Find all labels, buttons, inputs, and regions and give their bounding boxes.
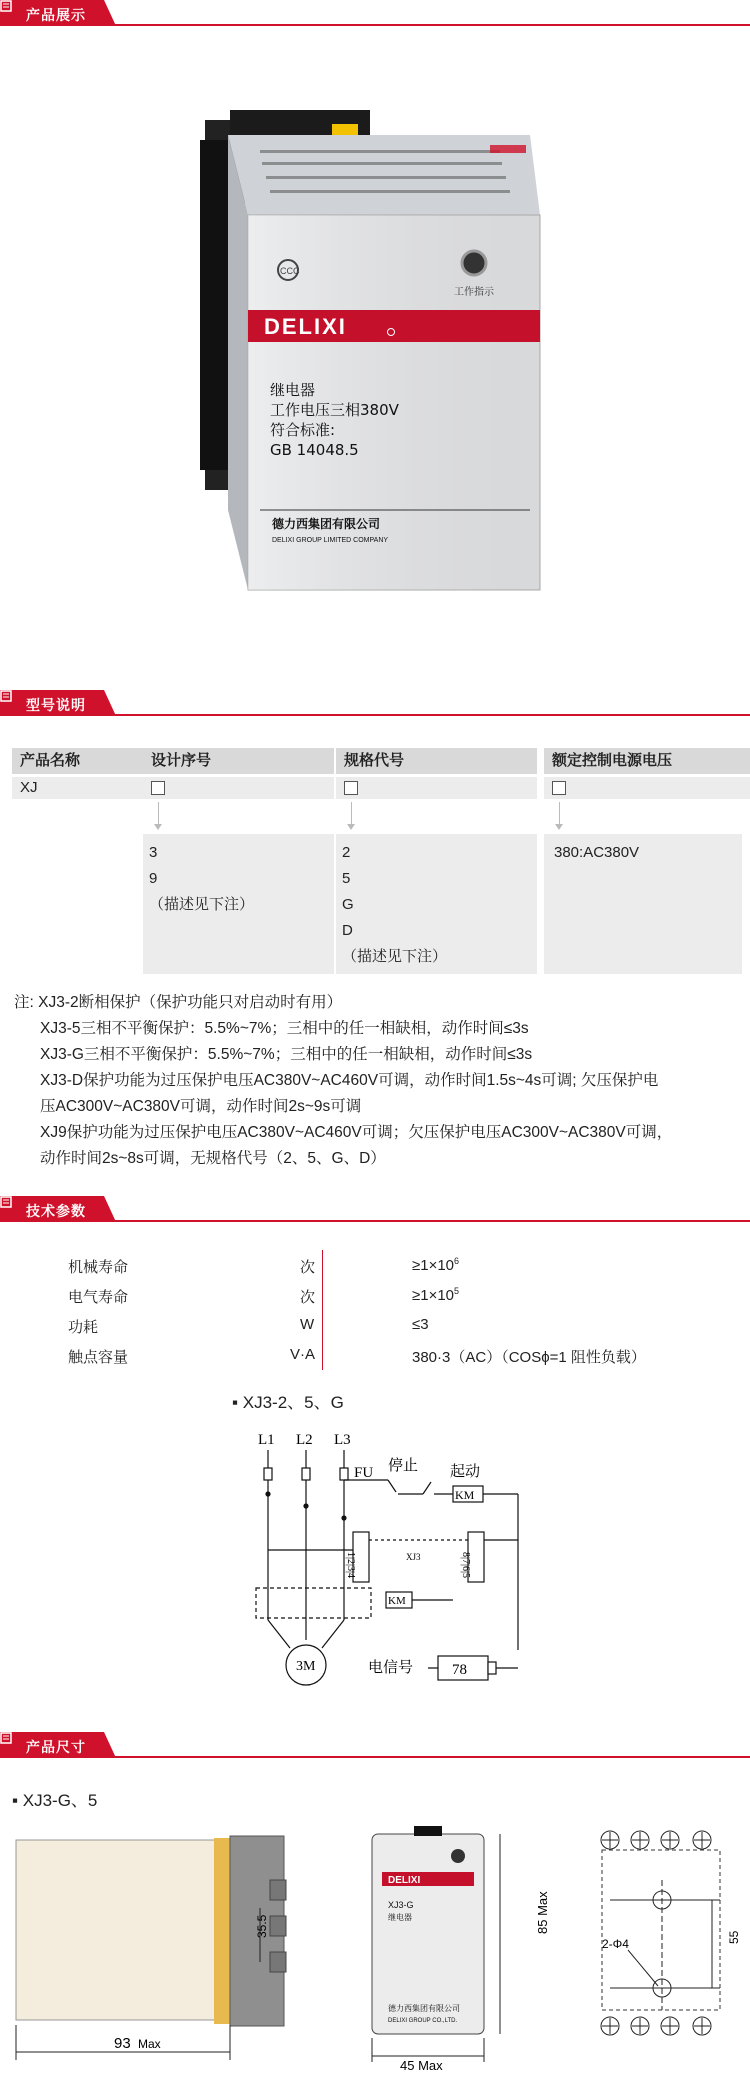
- dimensions-title: ▪ XJ3-G、5: [12, 1791, 98, 1810]
- arrow-down-icon: [351, 802, 352, 824]
- document-icon: [0, 690, 12, 702]
- brand-logo: DELIXI: [264, 314, 347, 339]
- spec-value: G: [342, 896, 354, 913]
- section-title: 型号说明: [26, 697, 86, 713]
- section-header-params: [0, 1196, 750, 1222]
- rail-height-value: 35.5: [255, 1914, 269, 1938]
- hole-diameter-label: 2-Φ4: [602, 1937, 629, 1951]
- design-placeholder: [143, 777, 334, 799]
- phase-label: L3: [334, 1432, 351, 1448]
- photo-text-3: 符合标准:: [270, 421, 336, 439]
- param-value: $\ge 1\times 10^5$: [412, 1286, 460, 1304]
- photo-text-2: 工作电压三相380V: [270, 401, 399, 419]
- section-tab: [0, 690, 116, 716]
- voltage-values-cell: [544, 834, 742, 974]
- relay-right-terminals: 8|7|6|5: [460, 1552, 471, 1579]
- voltage-placeholder: [544, 777, 750, 799]
- note-line: XJ3-G三相不平衡保护：5.5%~7%；三相中的任一相缺相，动作时间≤3s: [40, 1046, 533, 1063]
- param-name: 功耗: [68, 1319, 99, 1336]
- side-view-drawing: [14, 1820, 294, 2070]
- side-length-unit: Max: [138, 2037, 161, 2051]
- relay-left-terminals: 1|2|3|4: [345, 1552, 356, 1579]
- wiring-title: ▪ XJ3-2、5、G: [232, 1393, 344, 1412]
- document-icon: [0, 1196, 12, 1208]
- start-label: 起动: [450, 1462, 481, 1480]
- front-view-drawing: [360, 1826, 550, 2073]
- document-icon: [0, 1732, 12, 1744]
- params-divider: [322, 1250, 323, 1370]
- front-brand: DELIXI: [388, 1875, 421, 1886]
- section-tab: [0, 0, 116, 26]
- spec-value: 2: [342, 844, 351, 861]
- front-company-en: DELIXI GROUP CO.,LTD.: [388, 2018, 458, 2024]
- product-name-value: XJ: [12, 777, 143, 799]
- placeholder-box-icon: [151, 781, 165, 795]
- note-line: XJ3-D保护功能为过压保护电压AC380V~AC460V可调，动作时间1.5s~4s可调; 欠压保护电: [40, 1072, 659, 1089]
- photo-text-1: 继电器: [270, 381, 316, 399]
- section-header-model: [0, 690, 750, 716]
- phase-label: L2: [296, 1432, 313, 1448]
- phase-label: L1: [258, 1432, 275, 1448]
- section-tab: [0, 1196, 116, 1222]
- relay-label: XJ3: [406, 1552, 421, 1562]
- note-line: 动作时间2s~8s可调，无规格代号（2、5、G、D）: [40, 1150, 386, 1167]
- param-value: 380·3（AC）（COSϕ=1 阻性负载）: [412, 1349, 646, 1366]
- param-value: $\ge 1\times 10^6$: [412, 1256, 460, 1274]
- stop-label: 停止: [388, 1456, 419, 1474]
- header-product-name: 产品名称: [12, 748, 143, 774]
- signal-label: 电信号: [368, 1658, 414, 1676]
- fuse-label: FU: [354, 1465, 374, 1481]
- param-name: 触点容量: [68, 1349, 129, 1366]
- section-title: 产品展示: [26, 7, 86, 23]
- section-header-size: [0, 1732, 750, 1758]
- header-rated-voltage: 额定控制电源电压: [544, 748, 750, 774]
- section-tab: [0, 1732, 116, 1758]
- front-company: 德力西集团有限公司: [388, 2004, 460, 2013]
- indicator-lamp-icon: [462, 251, 486, 275]
- front-width: 45 Max: [400, 2058, 443, 2073]
- spec-values-cell: [336, 834, 537, 974]
- note-line: XJ9保护功能为过压保护电压AC380V~AC460V可调；欠压保护电压AC300V~AC380V可调，: [40, 1124, 673, 1141]
- document-icon: [0, 0, 12, 12]
- header-spec-code: 规格代号: [336, 748, 537, 774]
- header-design-number: 设计序号: [143, 748, 334, 774]
- motor-label: 3M: [296, 1659, 316, 1674]
- photo-company-cn: 德力西集团有限公司: [272, 517, 381, 531]
- note-line: 注: XJ3-2断相保护（保护功能只对启动时有用）: [14, 994, 343, 1011]
- spec-value-note: （描述见下注）: [342, 948, 448, 965]
- model-notes: [14, 990, 744, 1172]
- design-value: 9: [149, 870, 158, 887]
- spec-placeholder: [336, 777, 537, 799]
- param-name: 电气寿命: [68, 1289, 129, 1306]
- design-values-cell: [143, 834, 334, 974]
- note-line: 压AC300V~AC380V可调，动作时间2s~9s可调: [40, 1098, 362, 1115]
- placeholder-box-icon: [552, 781, 566, 795]
- front-model: XJ3-G: [388, 1900, 414, 1910]
- note-line: XJ3-5三相不平衡保护：5.5%~7%；三相中的任一相缺相，动作时间≤3s: [40, 1020, 529, 1037]
- signal-terminals: 78: [452, 1662, 467, 1678]
- voltage-value: 380:AC380V: [554, 844, 640, 861]
- contactor-label: KM: [388, 1595, 406, 1607]
- section-title: 技术参数: [26, 1203, 86, 1219]
- spec-value: 5: [342, 870, 351, 887]
- param-value: ≤3: [412, 1316, 429, 1333]
- front-indicator-icon: [451, 1849, 465, 1863]
- param-name: 机械寿命: [68, 1259, 129, 1276]
- spec-value: D: [342, 922, 353, 939]
- design-value: 3: [149, 844, 158, 861]
- section-title: 产品尺寸: [26, 1739, 86, 1755]
- hole-spacing-label: 55: [727, 1930, 741, 1944]
- km-label: KM: [455, 1488, 475, 1502]
- param-unit: 次: [300, 1289, 316, 1306]
- arrow-down-icon: [559, 802, 560, 824]
- product-photo: [200, 110, 560, 610]
- placeholder-box-icon: [344, 781, 358, 795]
- wiring-diagram: [238, 1420, 538, 1710]
- indicator-label: 工作指示: [454, 287, 494, 298]
- param-unit: V·A: [290, 1346, 316, 1363]
- param-unit: W: [300, 1316, 315, 1333]
- svg-text:CCC: CCC: [280, 266, 300, 276]
- photo-text-4: GB 14048.5: [270, 441, 359, 459]
- mounting-hole-drawing: [580, 1820, 740, 2070]
- design-value-note: （描述见下注）: [149, 896, 255, 913]
- photo-company-en: DELIXI GROUP LIMITED COMPANY: [272, 537, 389, 544]
- arrow-down-icon: [158, 802, 159, 824]
- param-unit: 次: [300, 1259, 316, 1276]
- front-name: 继电器: [388, 1913, 412, 1922]
- section-header-display: [0, 0, 750, 26]
- front-height: 85 Max: [535, 1891, 550, 1934]
- side-length-value: 93: [114, 2035, 131, 2052]
